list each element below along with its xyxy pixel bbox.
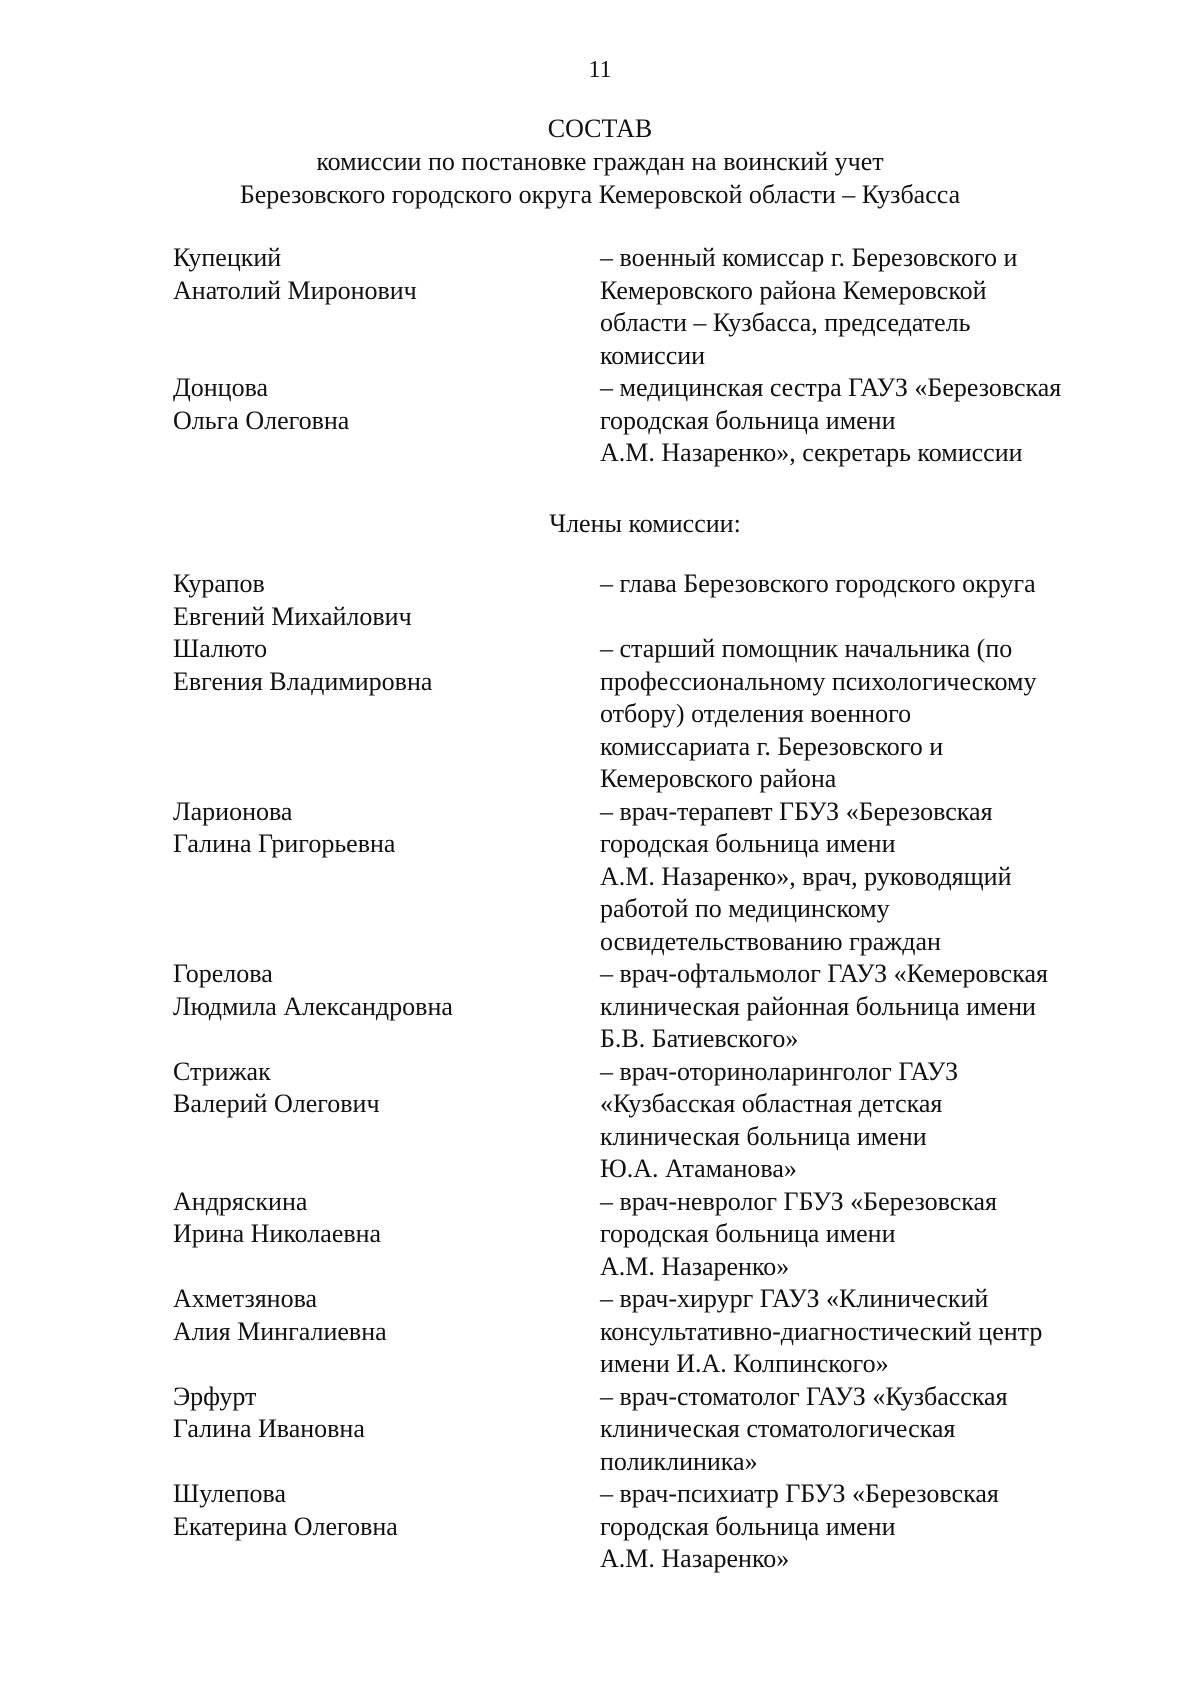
commission-member-entry [173,1381,1133,1479]
member-surname: Стрижак [173,1056,271,1086]
member-surname: Шулепова [173,1479,286,1508]
member-name [173,796,600,959]
member-role-line: области – Кузбасса, председатель [600,308,971,337]
member-given-names: Галина Ивановна [173,1414,365,1443]
member-name [173,1478,600,1576]
member-name [173,568,600,633]
member-surname: Эрфурт [173,1381,257,1411]
member-role-line: – врач-оториноларинголог ГАУЗ [600,1056,959,1086]
member-role-line: клиническая стоматологическая [600,1414,956,1443]
member-given-names: Евгения Владимировна [173,666,433,696]
commission-member-entry [173,1283,1133,1381]
commission-member-entry [173,958,1133,1056]
member-role-line: – врач-невролог ГБУЗ «Березовская [600,1186,998,1216]
member-name [173,1186,600,1284]
member-given-names: Анатолий Миронович [173,275,417,305]
member-given-names: Евгений Михайлович [173,601,412,631]
member-role-line: освидетельствованию граждан [600,926,941,956]
member-name [173,242,600,372]
member-name [173,1056,600,1186]
member-role-line: консультативно-диагностический центр [600,1316,1043,1346]
leadership-list [173,242,1133,470]
member-role [600,1056,1133,1186]
member-surname: Ахметзянова [173,1284,318,1313]
member-role-line: поликлиника» [600,1446,758,1476]
title-line-1: СОСТАВ [547,114,653,143]
member-surname: Ларионова [173,796,293,826]
member-role-line: – врач-стоматолог ГАУЗ «Кузбасская [600,1381,1008,1411]
member-surname: Купецкий [173,243,282,272]
commission-member-entry [173,1186,1133,1284]
document-title [0,112,1200,211]
member-given-names: Валерий Олегович [173,1089,380,1118]
page-number: 11 [588,57,612,83]
member-surname: Андряскина [173,1186,308,1216]
member-role-line: – военный комиссар г. Березовского и [600,243,1018,272]
commission-member-entry [173,372,1133,470]
title-line-2: комиссии по постановке граждан на воинский учет [316,147,884,176]
member-role-line: – врач-хирург ГАУЗ «Клинический [600,1284,989,1313]
member-role-line: – врач-психиатр ГБУЗ «Березовская [600,1479,999,1508]
member-given-names: Ольга Олеговна [173,405,350,435]
member-role-line: отбору) отделения военного [600,699,912,728]
member-role [600,568,1133,633]
member-surname: Курапов [173,569,265,598]
member-role [600,958,1133,1056]
member-surname: Горелова [173,959,273,988]
member-role-line: Кемеровского района Кемеровской [600,275,987,305]
member-role-line: А.М. Назаренко» [600,1251,790,1281]
member-name [173,1381,600,1479]
commission-member-entry [173,242,1133,372]
member-role [600,796,1133,959]
member-role [600,372,1133,470]
member-surname: Донцова [173,373,269,402]
member-role-line: – врач-офтальмолог ГАУЗ «Кемеровская [600,959,1048,988]
member-role-line: – врач-терапевт ГБУЗ «Березовская [600,796,993,826]
member-name [173,633,600,796]
member-given-names: Ирина Николаевна [173,1219,382,1248]
member-role-line: имени И.А. Колпинского» [600,1349,889,1378]
commission-member-entry [173,568,1133,633]
member-given-names: Екатерина Олеговна [173,1511,398,1541]
member-name [173,372,600,470]
member-role [600,1478,1133,1576]
member-role-line: – старший помощник начальника (по [600,634,1013,663]
commission-member-entry [173,796,1133,959]
commission-member-entry [173,633,1133,796]
members-list [173,568,1133,1576]
member-role [600,242,1133,372]
member-role-line: – глава Березовского городского округа [600,569,1036,598]
member-role-line: клиническая районная больница имени [600,991,1036,1021]
member-role [600,1283,1133,1381]
member-role-line: городская больница имени [600,829,896,858]
member-given-names: Алия Мингалиевна [173,1316,387,1346]
member-name [173,1283,600,1381]
member-role-line: комиссариата г. Березовского и [600,731,944,761]
member-role-line: Б.В. Батиевского» [600,1024,799,1053]
member-role-line: профессиональному психологическому [600,666,1037,696]
member-role-line: городская больница имени [600,1219,896,1248]
member-role [600,1186,1133,1284]
member-role [600,633,1133,796]
member-role-line: – медицинская сестра ГАУЗ «Березовская [600,373,1062,402]
commission-member-entry [173,1478,1133,1576]
title-line-3: Березовского городского округа Кемеровской области – Кузбасса [239,180,961,209]
member-role-line: Кемеровского района [600,764,837,793]
member-role-line: Ю.А. Атаманова» [600,1154,797,1183]
member-given-names: Галина Григорьевна [173,829,396,858]
members-heading: Члены комиссии: [549,509,741,538]
member-surname: Шалюто [173,634,268,663]
member-role-line: комиссии [600,340,706,370]
member-role-line: А.М. Назаренко» [600,1544,790,1573]
member-role-line: городская больница имени [600,405,896,435]
member-role-line: клиническая больница имени [600,1121,927,1151]
member-role-line: работой по медицинскому [600,894,890,923]
member-role-line: А.М. Назаренко», секретарь комиссии [600,438,1023,467]
commission-member-entry [173,1056,1133,1186]
member-role-line: городская больница имени [600,1511,896,1541]
member-role-line: А.М. Назаренко», врач, руководящий [600,861,1012,891]
member-given-names: Людмила Александровна [173,991,453,1021]
member-name [173,958,600,1056]
member-role [600,1381,1133,1479]
member-role-line: «Кузбасская областная детская [600,1089,943,1118]
